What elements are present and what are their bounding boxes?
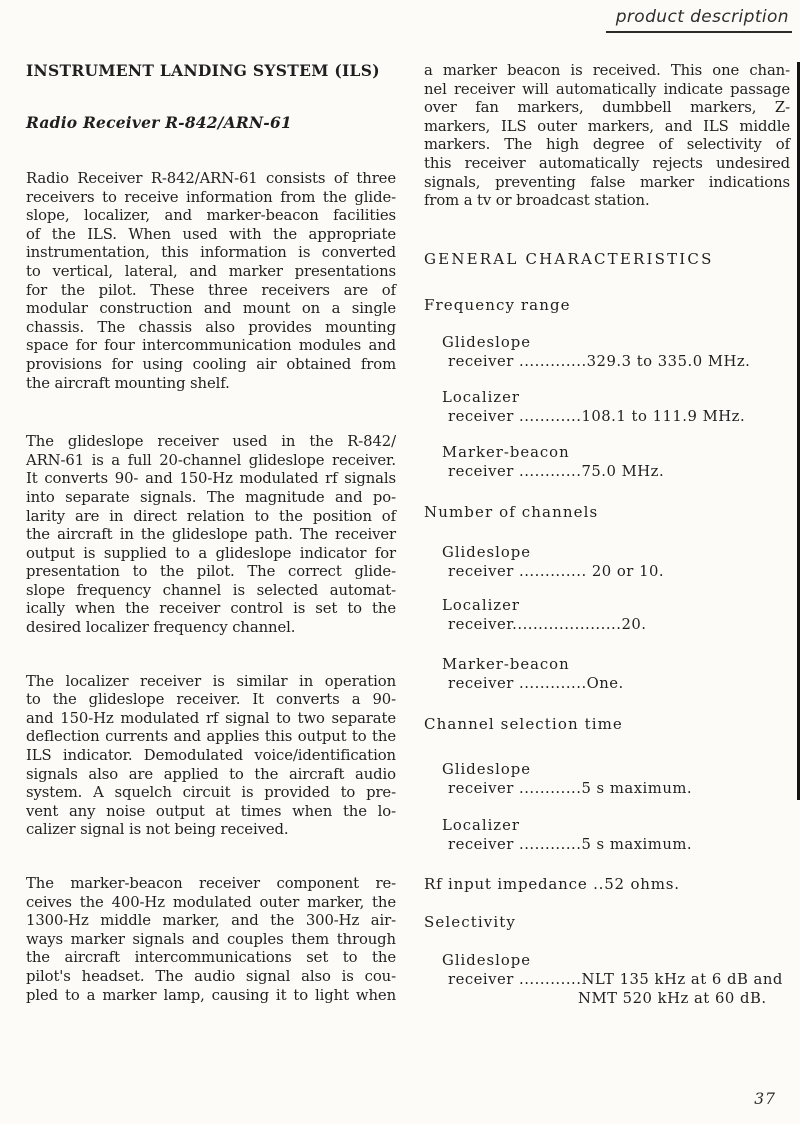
text-line: desired localizer frequency channel.	[26, 619, 296, 637]
paragraph-overview	[26, 170, 396, 393]
general-characteristics-title: GENERAL CHARACTERISTICS	[424, 249, 714, 268]
text-line: The glideslope receiver used in the R-842/	[26, 433, 396, 451]
spec-value-continued: NMT 520 kHz at 60 dB.	[578, 989, 767, 1007]
text-line: 1300-Hz middle marker, and the 300-Hz air-	[26, 912, 396, 930]
spec-group-heading: Selectivity	[424, 912, 516, 931]
text-line: Radio Receiver R-842/ARN-61 consists of three	[26, 170, 396, 187]
paragraph-marker-beacon-continued	[424, 62, 790, 211]
text-line: signals also are applied to the aircraft audio	[26, 765, 396, 783]
spec-group-heading: Channel selection time	[424, 714, 623, 733]
text-line: calizer signal is not being received.	[26, 821, 289, 839]
section-subtitle: Radio Receiver R-842/ARN-61	[26, 113, 292, 132]
text-line: chassis. The chassis also provides mounting	[26, 318, 396, 336]
spec-value: receiver ............5 s maximum.	[448, 779, 693, 797]
running-head	[606, 7, 792, 33]
paragraph-marker-beacon-receiver	[26, 875, 396, 1005]
spec-label: Marker-beacon	[442, 443, 570, 461]
page-number: 37	[754, 1090, 776, 1108]
spec-item-glideslope-selectivity	[424, 951, 790, 1008]
spec-label: Localizer	[442, 816, 520, 834]
text-line: slope, localizer, and marker-beacon facilities	[26, 207, 396, 225]
spec-group-frequency-range	[424, 295, 790, 481]
spec-item-localizer-channels	[424, 596, 790, 634]
text-line: space for four intercommunication modules and	[26, 337, 396, 355]
running-head-label: product description	[606, 7, 792, 33]
spec-value: receiver ............. 20 or 10.	[448, 562, 665, 580]
spec-label: Glideslope	[442, 760, 531, 778]
spec-item-marker-beacon-channels	[424, 655, 790, 693]
spec-label: Glideslope	[442, 543, 531, 561]
spec-item-glideslope-channels	[424, 543, 790, 581]
text-line: modular construction and mount on a single	[26, 300, 396, 318]
spec-label: Glideslope	[442, 951, 531, 969]
paragraph-glideslope-receiver	[26, 433, 396, 638]
spec-item-localizer-selection-time	[424, 816, 790, 854]
text-line: over fan markers, dumbbell markers, Z-	[424, 99, 790, 117]
text-line: of the ILS. When used with the appropriate	[26, 225, 396, 243]
text-line: for the pilot. These three receivers are of	[26, 281, 396, 299]
spec-rf-input-impedance: Rf input impedance ..52 ohms.	[424, 874, 680, 893]
spec-label: Marker-beacon	[442, 655, 570, 673]
text-line: pled to a marker lamp, causing it to light when	[26, 986, 396, 1004]
text-line: markers. The high degree of selectivity of	[424, 136, 790, 154]
text-line: deflection currents and applies this output to the	[26, 728, 396, 746]
text-line: provisions for using cooling air obtained from	[26, 355, 396, 373]
paragraph-localizer-receiver	[26, 673, 396, 840]
text-line: slope frequency channel is selected automat-	[26, 581, 396, 599]
spec-value: receiver .............329.3 to 335.0 MHz.	[448, 352, 751, 370]
text-line: The marker-beacon receiver component re-	[26, 875, 396, 892]
text-line: ways marker signals and couples them through	[26, 930, 396, 948]
text-line: the aircraft intercommunications set to the	[26, 949, 396, 967]
right-column	[424, 62, 790, 1008]
spec-group-channel-selection-time	[424, 714, 790, 854]
text-line: signals, preventing false marker indications	[424, 173, 790, 191]
spec-label: Localizer	[442, 596, 520, 614]
spec-label: Localizer	[442, 388, 520, 406]
text-line: from a tv or broadcast station.	[424, 192, 650, 210]
spec-value: receiver ............75.0 MHz.	[448, 462, 665, 480]
spec-value: receiver.....................20.	[448, 615, 647, 633]
text-line: The localizer receiver is similar in operation	[26, 672, 396, 690]
left-column	[26, 62, 396, 1005]
text-line: receivers to receive information from the glide-	[26, 188, 396, 206]
spec-group-heading: Number of channels	[424, 502, 599, 521]
spec-label: Glideslope	[442, 333, 531, 351]
spec-item-localizer-frequency	[424, 388, 790, 426]
text-line: ILS indicator. Demodulated voice/identification	[26, 747, 396, 765]
spec-group-number-of-channels	[424, 502, 790, 693]
text-line: ically when the receiver control is set to the	[26, 600, 396, 618]
text-line: ceives the 400-Hz modulated outer marker, the	[26, 893, 396, 911]
text-line: nel receiver will automatically indicate passage	[424, 80, 790, 98]
text-line: to the glideslope receiver. It converts a 90-	[26, 691, 396, 709]
text-line: a marker beacon is received. This one chan-	[424, 62, 790, 79]
text-line: pilot's headset. The audio signal also is cou-	[26, 967, 396, 985]
spec-value: receiver .............One.	[448, 674, 624, 692]
spec-value: receiver ............108.1 to 111.9 MHz.	[448, 407, 746, 425]
text-line: vent any noise output at times when the lo-	[26, 802, 396, 820]
text-line: instrumentation, this information is converted	[26, 244, 396, 262]
spec-group-heading: Frequency range	[424, 295, 571, 314]
spec-value: receiver ............5 s maximum.	[448, 835, 693, 853]
text-line: output is supplied to a glideslope indicator for	[26, 544, 396, 562]
text-line: markers, ILS outer markers, and ILS middle	[424, 117, 790, 135]
spec-item-glideslope-frequency	[424, 333, 790, 371]
text-line: to vertical, lateral, and marker presentations	[26, 262, 396, 280]
text-line: and 150-Hz modulated rf signal to two separate	[26, 709, 396, 727]
text-line: system. A squelch circuit is provided to pre-	[26, 784, 396, 802]
text-line: larity are in direct relation to the position of	[26, 507, 396, 525]
text-line: this receiver automatically rejects undesired	[424, 154, 790, 172]
spec-group-selectivity	[424, 912, 790, 1008]
text-line: into separate signals. The magnitude and po-	[26, 488, 396, 506]
text-line: ARN-61 is a full 20-channel glideslope receiver.	[26, 451, 396, 469]
text-line: the aircraft in the glideslope path. The receiver	[26, 526, 396, 544]
text-line: the aircraft mounting shelf.	[26, 374, 230, 392]
text-line: It converts 90- and 150-Hz modulated rf signals	[26, 470, 396, 488]
spec-item-marker-beacon-frequency	[424, 443, 790, 481]
page-title: INSTRUMENT LANDING SYSTEM (ILS)	[26, 61, 380, 80]
spec-item-glideslope-selection-time	[424, 760, 790, 798]
spec-value: receiver ............NLT 135 kHz at 6 dB and	[448, 970, 783, 988]
text-line: presentation to the pilot. The correct glide-	[26, 563, 396, 581]
